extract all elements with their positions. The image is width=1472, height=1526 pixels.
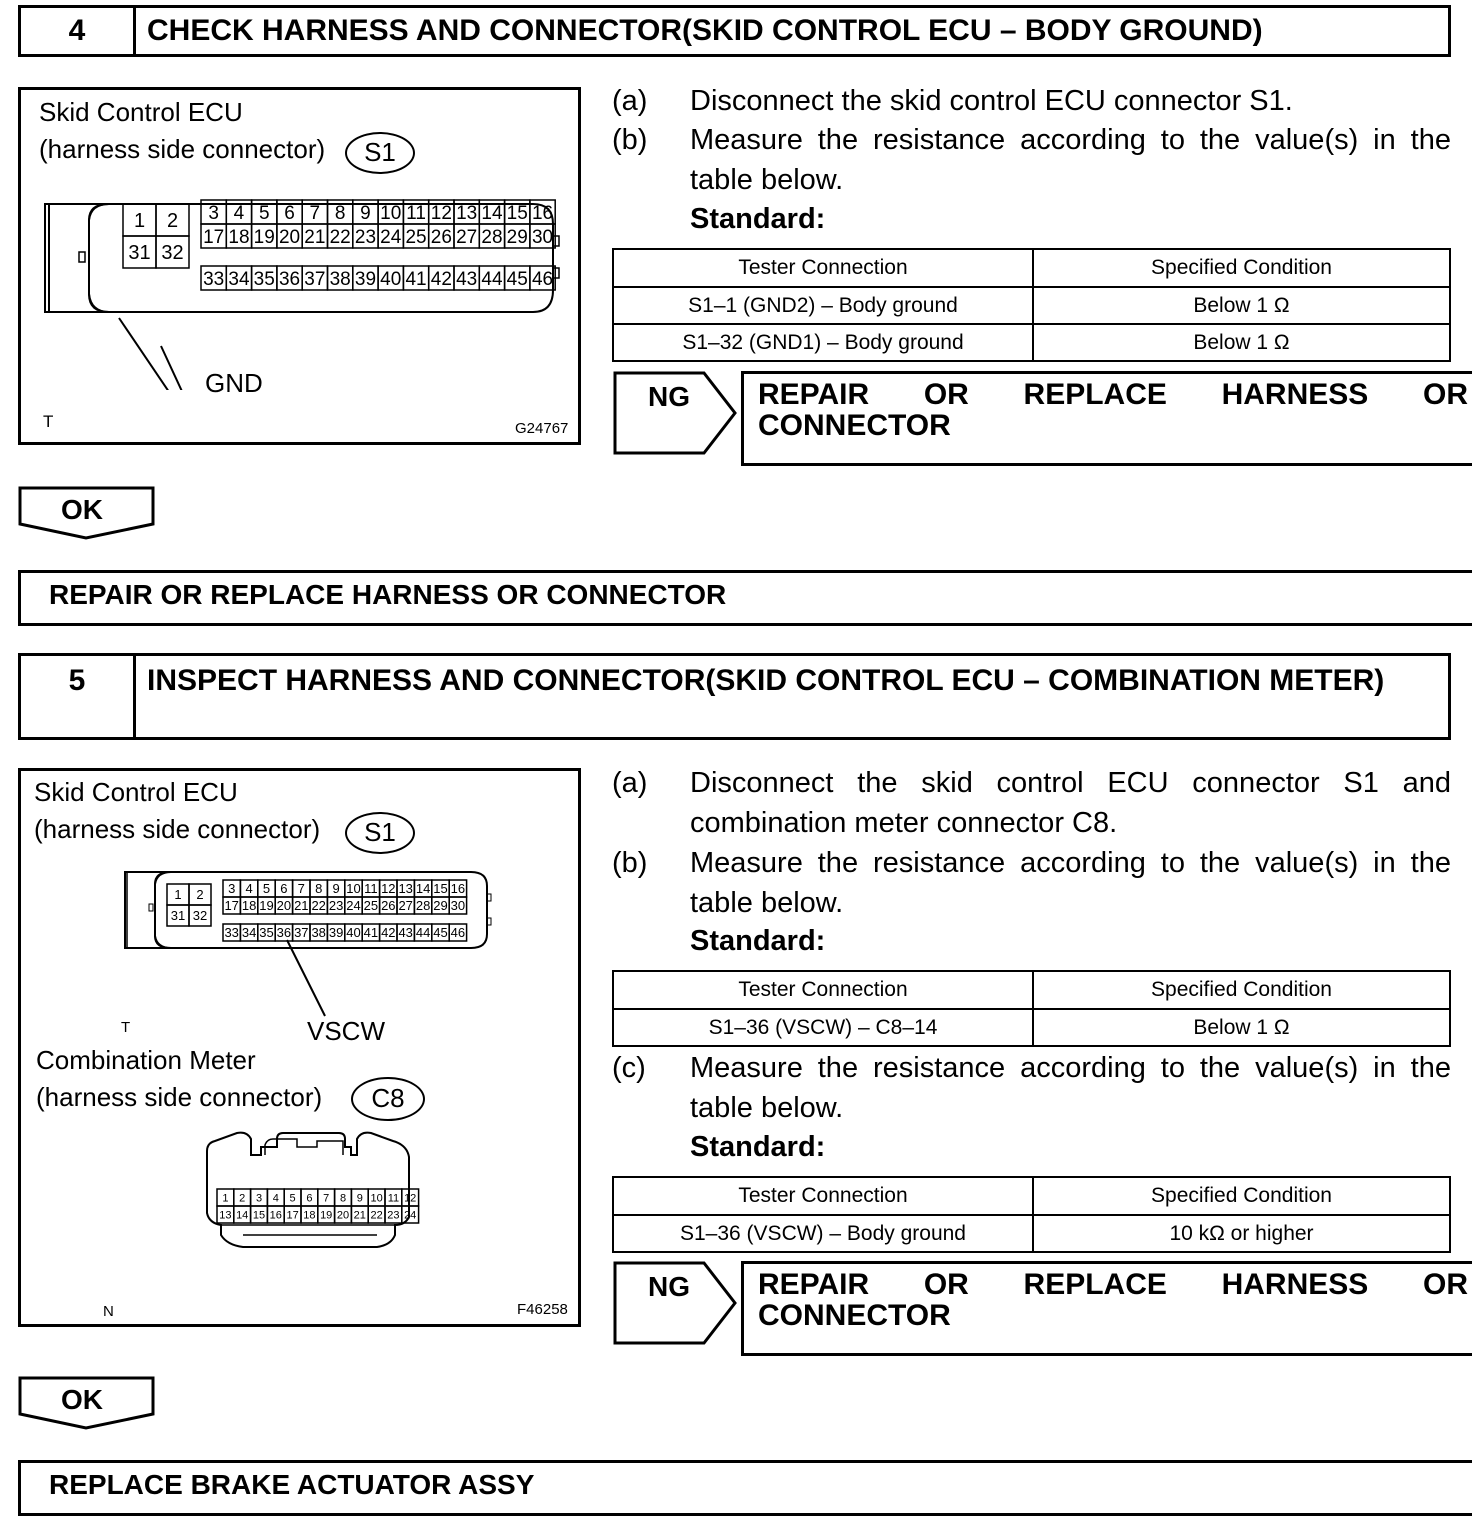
fig4-gnd-callout: GND [205, 368, 263, 398]
fig4-connector-diagram [21, 190, 561, 390]
pin-number: 10 [380, 202, 402, 224]
pin-number: 32 [192, 908, 208, 924]
pin-number: 19 [259, 898, 274, 914]
pin-number: 37 [294, 925, 309, 941]
pin-number: 2 [166, 210, 179, 233]
pin-number: 31 [170, 908, 186, 924]
fig4-corner-mark: T [43, 412, 54, 431]
fig4-ecu-sublabel: (harness side connector) [39, 134, 326, 164]
pin-number: 1 [174, 887, 182, 903]
fig5-ecu-sublabel: (harness side connector) [34, 814, 321, 844]
pin-number: 19 [320, 1209, 333, 1222]
fig5-vscw-callout: VSCW [307, 1016, 385, 1046]
section-4-result: REPAIR OR REPLACE HARNESS OR CONNECTOR [18, 570, 1472, 626]
pin-number: 24 [380, 226, 402, 248]
section-5-ng-label: NG [648, 1271, 690, 1302]
pin-number: 15 [433, 881, 448, 897]
fig5-ecu-connector-diagram [21, 866, 561, 1056]
table-cell: Below 1 Ω [1033, 324, 1450, 361]
table-cell: S1–36 (VSCW) – Body ground [613, 1215, 1033, 1252]
pin-number: 7 [323, 1192, 330, 1205]
pin-number: 18 [228, 226, 250, 248]
pin-number: 11 [387, 1192, 400, 1205]
step-label: (a) [612, 767, 648, 799]
pin-number: 41 [405, 268, 427, 290]
section-4-title: CHECK HARNESS AND CONNECTOR(SKID CONTROL ECU – BODY GROUND) [147, 14, 1263, 47]
pin-number: 43 [398, 925, 413, 941]
pin-number: 39 [328, 925, 344, 941]
ng-word: OR [1423, 378, 1468, 411]
fig5-corner-mark-top: T [121, 1019, 131, 1036]
table-header: Specified Condition [1033, 971, 1450, 1009]
pin-number: 36 [278, 268, 301, 290]
section-5-step-a [612, 763, 1451, 843]
section-5-title: INSPECT HARNESS AND CONNECTOR(SKID CONTROL ECU – COMBINATION METER) [147, 664, 1385, 697]
pin-number: 12 [381, 881, 396, 897]
pin-number: 42 [381, 925, 396, 941]
section-4-ng-result [741, 371, 1472, 466]
section-5-ng-result [741, 1261, 1472, 1356]
pin-number: 22 [370, 1209, 383, 1222]
table-cell: 10 kΩ or higher [1033, 1215, 1450, 1252]
section-5-header [18, 653, 1451, 740]
table-cell: S1–32 (GND1) – Body ground [613, 324, 1033, 361]
pin-number: 6 [284, 202, 295, 224]
section-5-standard-label-b: Standard: [690, 925, 826, 957]
table-row [613, 324, 1450, 361]
pin-number: 39 [354, 268, 377, 290]
pin-number: 33 [224, 925, 239, 941]
pin-number: 44 [481, 268, 503, 290]
pin-number: 37 [304, 268, 326, 290]
pin-number: 40 [346, 925, 361, 941]
section-4-ok-label: OK [61, 494, 103, 525]
step-text: Measure the resistance according to the value(s) in the table below. [690, 1052, 1451, 1124]
table-header-row [613, 1177, 1450, 1215]
step-text: Disconnect the skid control ECU connector S1 and combination meter connector C8. [690, 767, 1451, 839]
section-5-spec-table-c [612, 1176, 1451, 1253]
pin-number: 21 [353, 1209, 366, 1222]
pin-number: 7 [297, 881, 305, 897]
pin-number: 31 [128, 242, 151, 265]
pin-number: 23 [328, 898, 344, 914]
pin-number: 35 [253, 268, 275, 290]
pin-number: 36 [276, 925, 292, 941]
ng-word: OR [1423, 1268, 1468, 1301]
pin-number: 16 [269, 1209, 282, 1222]
ng-result-line2: CONNECTOR [758, 1299, 951, 1332]
ng-word: REPLACE [1023, 378, 1167, 411]
fig5-corner-mark: N [103, 1303, 114, 1320]
pin-number: 8 [315, 881, 323, 897]
pin-number: 13 [456, 202, 478, 224]
fig5-meter-label: Combination Meter [36, 1045, 256, 1075]
pin-number: 27 [456, 226, 478, 248]
ng-word: REPAIR [758, 378, 870, 411]
fig5-meter-connector-id: C8 [351, 1077, 425, 1121]
step-text: Measure the resistance according to the value(s) in the table below. [690, 124, 1451, 196]
pin-number: 44 [415, 925, 431, 941]
pin-number: 23 [387, 1209, 400, 1222]
pin-number: 20 [278, 226, 301, 248]
pin-number: 5 [258, 202, 270, 224]
section-5-ok-label: OK [61, 1384, 103, 1415]
pin-number: 11 [406, 202, 426, 224]
table-cell: S1–1 (GND2) – Body ground [613, 287, 1033, 324]
pin-number: 4 [245, 881, 253, 897]
pin-number: 4 [272, 1192, 279, 1205]
pin-number: 28 [415, 898, 431, 914]
pin-number: 24 [404, 1209, 417, 1222]
pin-number: 28 [481, 226, 503, 248]
table-header-row [613, 249, 1450, 287]
step-text: Disconnect the skid control ECU connector S1. [690, 85, 1293, 117]
section-5-number: 5 [21, 656, 136, 737]
pin-number: 18 [241, 898, 257, 914]
pin-number: 10 [346, 881, 361, 897]
section-5-step-c [612, 1048, 1451, 1128]
section-4-step-b [612, 120, 1451, 200]
pin-number: 2 [196, 887, 204, 903]
pin-number: 20 [336, 1209, 350, 1222]
pin-number: 1 [133, 210, 146, 233]
pin-number: 25 [405, 226, 427, 248]
pin-number: 8 [334, 202, 346, 224]
pin-number: 12 [430, 202, 452, 224]
pin-number: 25 [363, 898, 379, 914]
section-4-header [18, 5, 1451, 57]
pin-number: 13 [219, 1209, 232, 1222]
pin-number: 17 [224, 898, 239, 914]
section-5-standard-label-c: Standard: [690, 1131, 826, 1163]
pin-number: 12 [404, 1192, 417, 1205]
pin-number: 38 [311, 925, 326, 941]
pin-number: 22 [311, 898, 326, 914]
pin-number: 8 [339, 1192, 347, 1205]
pin-number: 21 [294, 898, 309, 914]
pin-number: 9 [332, 881, 340, 897]
pin-number: 22 [329, 226, 351, 248]
pin-number: 3 [228, 881, 236, 897]
section-4-step-a [612, 81, 1451, 121]
step-label: (a) [612, 85, 648, 117]
table-header-row [613, 971, 1450, 1009]
pin-number: 11 [364, 881, 378, 897]
table-cell: Below 1 Ω [1033, 287, 1450, 324]
ng-result-line1 [758, 379, 1468, 410]
pin-number: 40 [380, 268, 402, 290]
pin-number: 7 [309, 202, 321, 224]
section-5-result: REPLACE BRAKE ACTUATOR ASSY [18, 1460, 1472, 1516]
pin-number: 9 [356, 1192, 363, 1205]
pin-number: 13 [398, 881, 413, 897]
table-header: Specified Condition [1033, 249, 1450, 287]
fig5-meter-sublabel: (harness side connector) [36, 1082, 323, 1112]
fig5-right-pin-block [223, 880, 467, 941]
section-5-figure [18, 768, 581, 1327]
pin-number: 46 [450, 925, 466, 941]
pin-number: 34 [228, 268, 250, 290]
ng-word: HARNESS [1221, 1268, 1369, 1301]
pin-number: 32 [161, 242, 184, 265]
table-row [613, 1215, 1450, 1252]
pin-number: 20 [276, 898, 292, 914]
pin-number: 34 [241, 925, 257, 941]
pin-number: 2 [239, 1192, 246, 1205]
table-cell: S1–36 (VSCW) – C8–14 [613, 1009, 1033, 1046]
pin-number: 18 [303, 1209, 316, 1222]
pin-number: 27 [398, 898, 413, 914]
ng-word: HARNESS [1221, 378, 1369, 411]
table-header: Tester Connection [613, 1177, 1033, 1215]
pin-number: 4 [233, 202, 245, 224]
section-4-figure [18, 87, 581, 445]
pin-number: 29 [506, 226, 528, 248]
pin-number: 15 [252, 1209, 266, 1222]
fig5-ecu-label: Skid Control ECU [34, 777, 238, 807]
ng-result-line1 [758, 1269, 1468, 1300]
pin-number: 17 [286, 1209, 299, 1222]
ng-word: REPAIR [758, 1268, 870, 1301]
pin-number: 30 [450, 898, 466, 914]
pin-number: 6 [306, 1192, 313, 1205]
pin-number: 15 [506, 202, 528, 224]
table-header: Tester Connection [613, 249, 1033, 287]
pin-number: 5 [262, 881, 271, 897]
pin-number: 26 [430, 226, 452, 248]
section-4-ng-label: NG [648, 381, 690, 412]
pin-number: 24 [346, 898, 361, 914]
section-4-number: 4 [21, 8, 136, 54]
table-header: Specified Condition [1033, 1177, 1450, 1215]
table-row [613, 1009, 1450, 1046]
pin-number: 16 [450, 881, 466, 897]
section-4-spec-table [612, 248, 1451, 362]
table-header: Tester Connection [613, 971, 1033, 1009]
pin-number: 46 [531, 268, 554, 290]
pin-number: 14 [481, 202, 503, 224]
pin-number: 23 [354, 226, 377, 248]
ng-word: REPLACE [1023, 1268, 1167, 1301]
pin-number: 14 [236, 1209, 249, 1222]
section-4-standard-label: Standard: [690, 203, 826, 235]
ng-result-line2: CONNECTOR [758, 409, 951, 442]
fig4-connector-id: S1 [345, 132, 415, 174]
pin-number: 5 [289, 1192, 296, 1205]
pin-number: 17 [203, 226, 225, 248]
pin-number: 9 [360, 202, 371, 224]
pin-number: 14 [415, 881, 431, 897]
pin-number: 3 [255, 1192, 263, 1205]
pin-number: 21 [304, 226, 326, 248]
fig5-left-pin-block [167, 884, 211, 926]
fig4-left-pin-block [123, 204, 189, 268]
pin-number: 33 [203, 268, 225, 290]
fig4-ecu-label: Skid Control ECU [39, 97, 243, 127]
step-label: (c) [612, 1052, 646, 1084]
pin-number: 19 [253, 226, 275, 248]
table-row [613, 287, 1450, 324]
fig5-connector-id: S1 [345, 812, 415, 854]
pin-number: 10 [370, 1192, 383, 1205]
pin-number: 26 [381, 898, 396, 914]
pin-number: 45 [433, 925, 448, 941]
pin-number: 16 [531, 202, 554, 224]
fig5-meter-pin-block [217, 1189, 419, 1223]
table-cell: Below 1 Ω [1033, 1009, 1450, 1046]
pin-number: 29 [433, 898, 448, 914]
section-5-step-b [612, 843, 1451, 923]
fig5-figure-code: F46258 [517, 1301, 568, 1318]
pin-number: 41 [363, 925, 379, 941]
ng-word: OR [923, 1268, 969, 1301]
step-label: (b) [612, 847, 648, 879]
section-5-spec-table-b [612, 970, 1451, 1047]
pin-number: 45 [506, 268, 528, 290]
pin-number: 30 [531, 226, 554, 248]
fig5-meter-connector-diagram [21, 1121, 561, 1321]
step-text: Measure the resistance according to the value(s) in the table below. [690, 847, 1451, 919]
pin-number: 35 [259, 925, 274, 941]
ng-word: OR [923, 378, 969, 411]
pin-number: 3 [208, 202, 219, 224]
pin-number: 42 [430, 268, 452, 290]
fig4-right-pin-block [201, 200, 555, 290]
pin-number: 43 [456, 268, 478, 290]
pin-number: 38 [329, 268, 351, 290]
step-label: (b) [612, 124, 648, 156]
fig4-figure-code: G24767 [515, 420, 569, 437]
pin-number: 1 [222, 1192, 229, 1205]
pin-number: 6 [280, 881, 288, 897]
